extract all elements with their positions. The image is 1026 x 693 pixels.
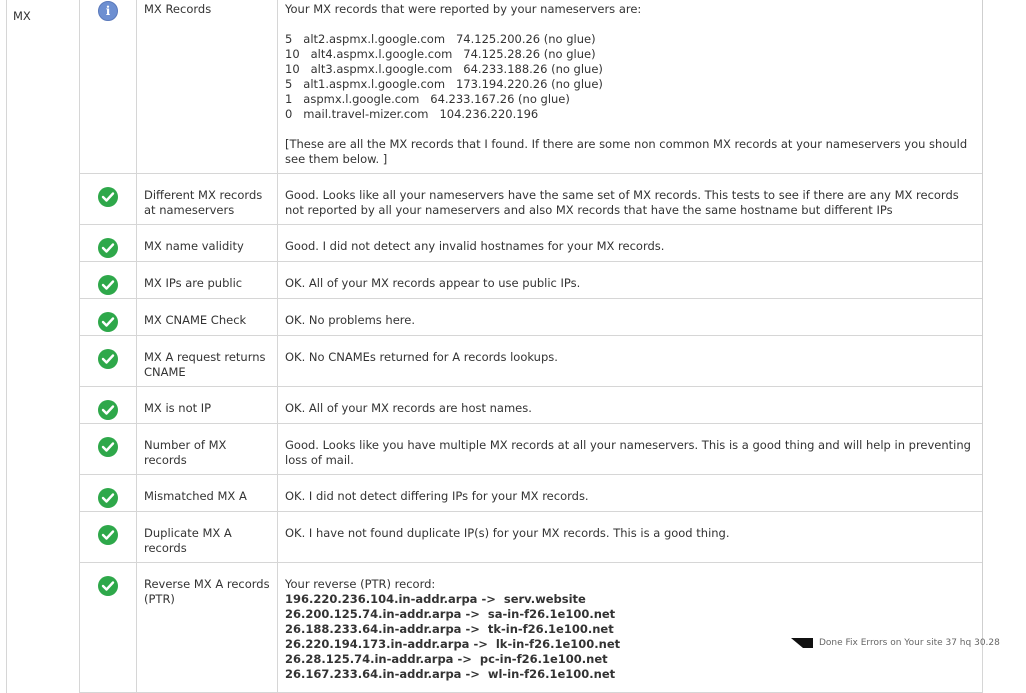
info-circle-icon: i [98,1,118,21]
mx-record-list [285,32,972,122]
status-text: Done Fix Errors on Your site 37 hq 30.28 [819,638,1000,648]
ptr-intro-text: Your reverse (PTR) record: [285,577,436,591]
test-info-text: Good. Looks like you have multiple MX records at all your nameservers. This is a good thing and will help in preventing loss of mail. [285,438,971,467]
test-info-cell [278,387,983,424]
test-name: MX name validity [144,239,244,253]
status-cell [80,387,137,424]
status-cell [80,512,137,563]
test-info-text: OK. No CNAMEs returned for A records lookups. [285,350,558,364]
mx-intro-text: Your MX records that were reported by your nameservers are: [285,2,642,16]
test-name: Mismatched MX A [144,489,247,503]
test-info-text: OK. No problems here. [285,313,415,327]
test-info-cell [278,424,983,475]
test-info-cell [278,262,983,299]
table-row [7,225,983,262]
test-info-cell [278,336,983,387]
test-info-text: OK. I did not detect differing IPs for your MX records. [285,489,589,503]
table-row [7,512,983,563]
status-cell [80,262,137,299]
table-row [7,387,983,424]
mx-record-line: 5 alt2.aspmx.l.google.com 74.125.200.26 (no glue) [285,32,596,46]
test-name: MX is not IP [144,401,212,415]
test-info-text: Good. Looks like all your nameservers have the same set of MX records. This tests to see if there are any MX records not reported by all your nameservers and also MX records that have the same hostname but different IPs [285,188,959,217]
test-info-cell [278,299,983,336]
mx-record-line: 10 alt3.aspmx.l.google.com 64.233.188.26 (no glue) [285,62,603,76]
checkmark-circle-icon [98,576,118,596]
test-name-cell [137,387,278,424]
mx-record-line: 0 mail.travel-mizer.com 104.236.220.196 [285,107,539,121]
status-cell [80,225,137,262]
ptr-record-line: 26.200.125.74.in-addr.arpa -> sa-in-f26.1e100.net [285,607,616,621]
checkmark-circle-icon [98,400,118,420]
test-name: Number of MX records [144,438,227,467]
checkmark-circle-icon [98,275,118,295]
status-cell [80,174,137,225]
table-row [7,336,983,387]
table-row [7,475,983,512]
ptr-record-line: 26.167.233.64.in-addr.arpa -> wl-in-f26.1e100.net [285,667,616,681]
test-info-text: OK. All of your MX records appear to use public IPs. [285,276,581,290]
status-cell [80,0,137,174]
checkmark-circle-icon [98,312,118,332]
right-margin [982,0,1026,648]
checkmark-circle-icon [98,349,118,369]
table-row [7,262,983,299]
test-info-text: Good. I did not detect any invalid hostnames for your MX records. [285,239,665,253]
mx-record-line: 10 alt4.aspmx.l.google.com 74.125.28.26 (no glue) [285,47,596,61]
test-name-cell [137,424,278,475]
test-name-cell [137,262,278,299]
test-name-cell [137,336,278,387]
test-name-cell [137,563,278,693]
test-name: Reverse MX A records (PTR) [144,577,270,606]
status-cell [80,424,137,475]
status-cell [80,563,137,693]
test-name: MX IPs are public [144,276,243,290]
test-name-cell [137,299,278,336]
test-name: MX CNAME Check [144,313,247,327]
test-name-cell [137,225,278,262]
ptr-record-line: 26.188.233.64.in-addr.arpa -> tk-in-f26.1e100.net [285,622,614,636]
category-cell [7,0,80,693]
test-info-text: OK. I have not found duplicate IP(s) for your MX records. This is a good thing. [285,526,730,540]
mx-record-line: 1 aspmx.l.google.com 64.233.167.26 (no glue) [285,92,570,106]
mx-results-table [6,0,983,693]
ptr-record-line: 26.220.194.173.in-addr.arpa -> lk-in-f26.1e100.net [285,637,621,651]
table-row [7,174,983,225]
test-name-cell [137,512,278,563]
table-row [7,299,983,336]
test-name-cell [137,475,278,512]
test-info-cell [278,475,983,512]
test-name-cell [137,0,278,174]
cursor-icon [789,638,815,648]
status-cell [80,475,137,512]
table-row-mx-records [7,0,983,174]
ptr-record-line: 196.220.236.104.in-addr.arpa -> serv.website [285,592,586,606]
test-name: MX A request returns CNAME [144,350,266,379]
test-name-cell [137,174,278,225]
status-bar [789,638,1026,648]
test-name: MX Records [144,2,212,16]
ptr-record-line: 26.28.125.74.in-addr.arpa -> pc-in-f26.1e100.net [285,652,608,666]
checkmark-circle-icon [98,488,118,508]
test-info-text: OK. All of your MX records are host names. [285,401,532,415]
checkmark-circle-icon [98,525,118,545]
mx-footer-text: [These are all the MX records that I found. If there are some non common MX records at your nameservers you should see them below. ] [285,137,968,166]
status-cell [80,336,137,387]
test-info-cell [278,563,983,693]
checkmark-circle-icon [98,238,118,258]
mx-record-line: 5 alt1.aspmx.l.google.com 173.194.220.26 (no glue) [285,77,603,91]
table-row-ptr [7,563,983,693]
test-info-cell [278,0,983,174]
test-name: Duplicate MX A records [144,526,232,555]
checkmark-circle-icon [98,187,118,207]
table-row [7,424,983,475]
checkmark-circle-icon [98,437,118,457]
test-info-cell [278,512,983,563]
category-label: MX [13,9,31,23]
test-info-cell [278,225,983,262]
status-cell [80,299,137,336]
test-name: Different MX records at nameservers [144,188,263,217]
test-info-cell [278,174,983,225]
